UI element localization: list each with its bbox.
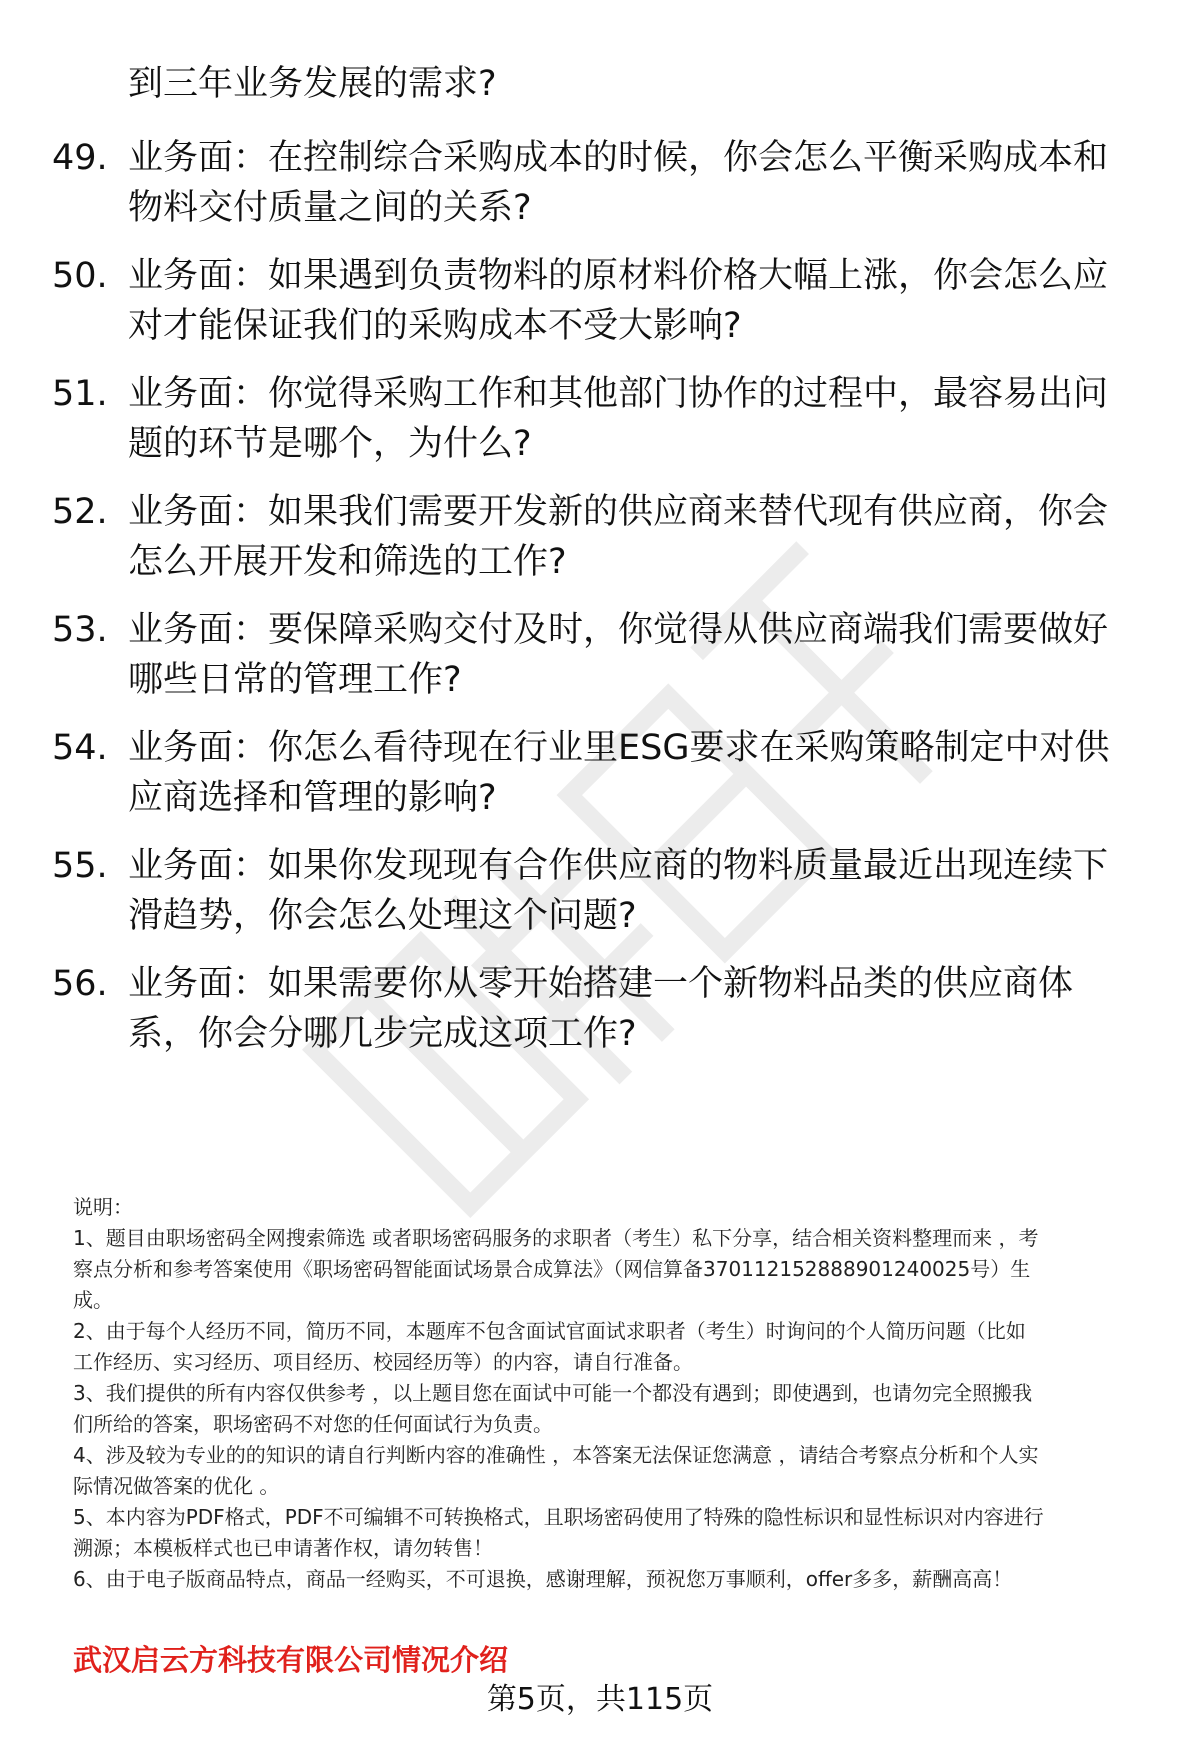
question-item [0,368,1200,478]
question-text-line: 业务面：在控制综合采购成本的时候，你会怎么平衡采购成本和 [128,138,1109,178]
question-item [0,132,1200,242]
question-item [0,958,1200,1068]
question-text-line: 业务面：你怎么看待现在行业里ESG要求在采购策略制定中对供 [128,728,1110,768]
question-number: 55. [52,846,108,886]
question-text-line: 业务面：如果遇到负责物料的原材料价格大幅上涨，你会怎么应 [128,256,1109,296]
notes-line: 们所给的答案，职场密码不对您的任何面试行为负责。 [73,1412,553,1436]
question-number: 56. [52,964,108,1004]
question-item [0,840,1200,950]
question-text-line: 系，你会分哪几步完成这项工作? [128,1014,637,1054]
question-text-line: 业务面：你觉得采购工作和其他部门协作的过程中，最容易出问 [128,374,1109,414]
question-text-line: 滑趋势，你会怎么处理这个问题? [128,896,637,936]
notes-line: 2、由于每个人经历不同，简历不同，本题库不包含面试官面试求职者（考生）时询问的个人简历问题（比如 [73,1319,1026,1343]
notes-title: 说明： [73,1195,133,1219]
question-number: 53. [52,610,108,650]
question-text-line: 业务面：如果你发现现有合作供应商的物料质量最近出现连续下 [128,846,1109,886]
notes-line: 4、涉及较为专业的的知识的请自行判断内容的准确性 ，本答案无法保证您满意 ，请结合考察点分析和个人实 [73,1443,1039,1467]
question-item [0,250,1200,360]
question-number: 50. [52,256,108,296]
notes-line: 6、由于电子版商品特点，商品一经购买，不可退换，感谢理解，预祝您万事顺利，offer多多，薪酬高高！ [73,1567,1013,1591]
question-text-line: 物料交付质量之间的关系? [128,188,532,228]
question-text-line: 对才能保证我们的采购成本不受大影响? [128,306,742,346]
question-number: 54. [52,728,108,768]
question-text-line: 题的环节是哪个，为什么? [128,424,532,464]
question-text-line: 业务面：如果我们需要开发新的供应商来替代现有供应商，你会 [128,492,1109,532]
notes-section [73,1192,1163,1595]
question-text-line: 哪些日常的管理工作? [128,660,462,700]
question-continuation: 到三年业务发展的需求? [128,64,497,104]
notes-line: 5、本内容为PDF格式，PDF不可编辑不可转换格式，且职场密码使用了特殊的隐性标识和显性标识对内容进行 [73,1505,1044,1529]
notes-line: 成。 [73,1288,113,1312]
question-item [0,604,1200,714]
question-text-line: 业务面：如果需要你从零开始搭建一个新物料品类的供应商体 [128,964,1074,1004]
notes-line: 1、题目由职场密码全网搜索筛选 或者职场密码服务的求职者（考生）私下分享，结合相关资料整理而来 ，考 [73,1226,1039,1250]
question-item [0,486,1200,596]
question-text-line: 怎么开展开发和筛选的工作? [128,542,567,582]
company-title: 武汉启云方科技有限公司情况介绍 [73,1643,509,1677]
question-number: 51. [52,374,108,414]
question-number: 49. [52,138,108,178]
question-number: 52. [52,492,108,532]
notes-line: 3、我们提供的所有内容仅供参考 ，以上题目您在面试中可能一个都没有遇到；即使遇到，也请勿完全照搬我 [73,1381,1033,1405]
notes-line: 溯源；本模板样式也已申请著作权，请勿转售！ [73,1536,493,1560]
notes-line: 察点分析和参考答案使用《职场密码智能面试场景合成算法》（网信算备370112152888901240025号）生 [73,1257,1031,1281]
notes-line: 际情况做答案的优化 。 [73,1474,280,1498]
page-number: 第5页，共115页 [486,1682,714,1717]
question-text-line: 应商选择和管理的影响? [128,778,497,818]
notes-line: 工作经历、实习经历、项目经历、校园经历等）的内容，请自行准备。 [73,1350,693,1374]
question-text-line: 业务面：要保障采购交付及时，你觉得从供应商端我们需要做好 [128,610,1109,650]
question-item [0,722,1200,832]
